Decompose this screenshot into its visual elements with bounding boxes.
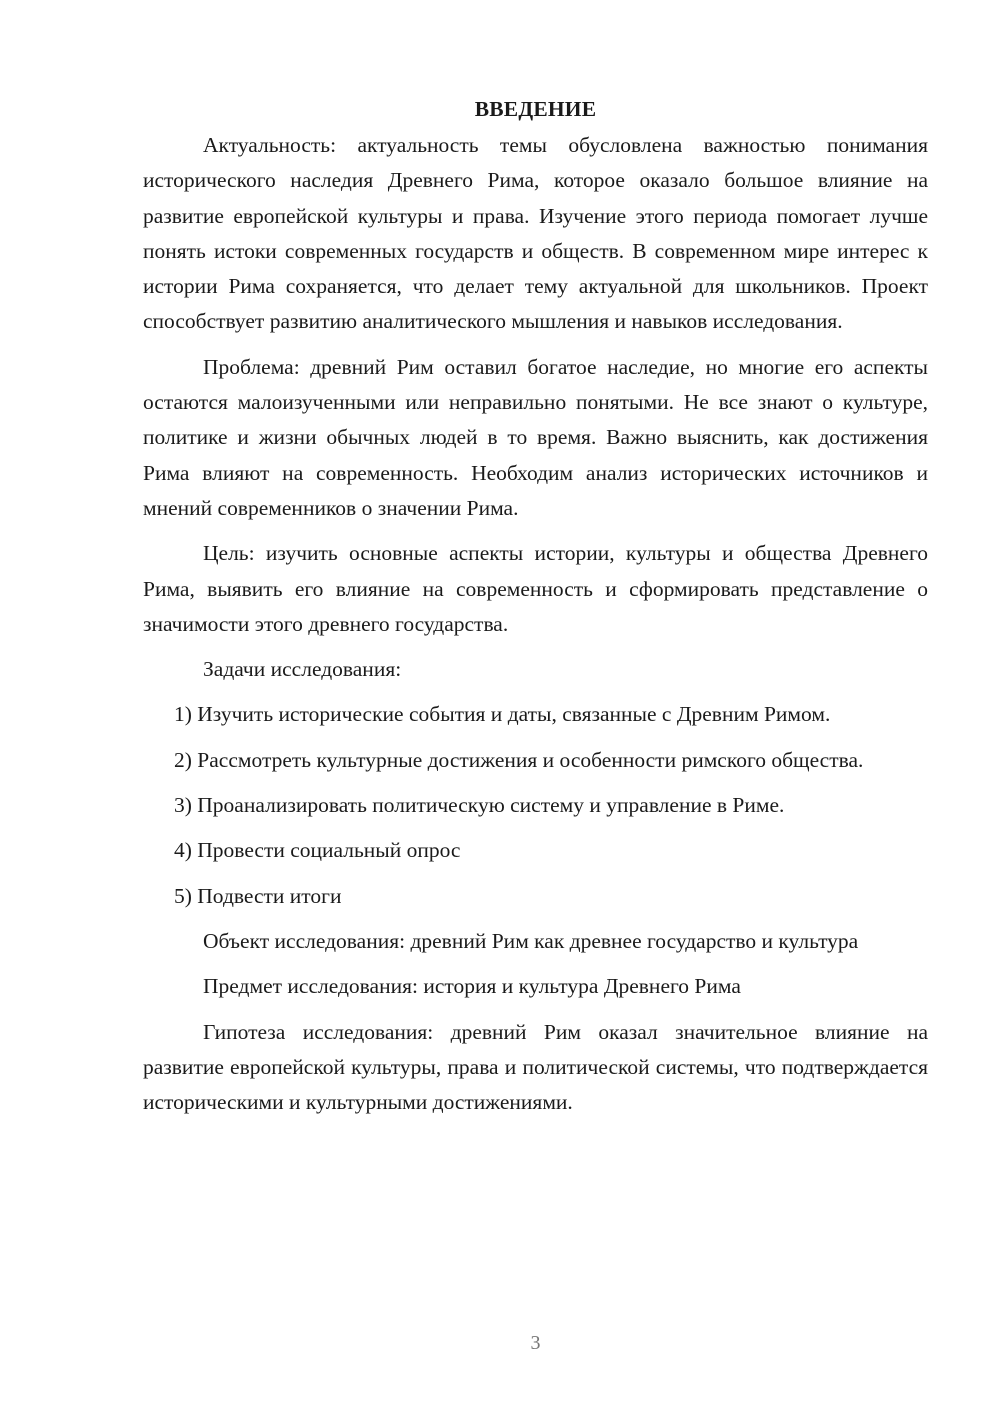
task-item-5: 5) Подвести итоги	[174, 883, 342, 908]
problem-paragraph: Проблема: древний Рим оставил богатое наследие, но многие его аспекты остаются малоизученными или неправильно понятыми. Не все знают о культуре, политике и жизни обычных людей в то время. Важно выяснить, как достижения Рима влияют на современность. Необходим анализ исторических источников и мнений современников о значении Рима.	[143, 354, 928, 520]
page-number: 3	[530, 1332, 541, 1354]
subject-paragraph: Предмет исследования: история и культура Древнего Рима	[203, 974, 741, 999]
section-title: ВВЕДЕНИЕ	[474, 97, 597, 121]
goal-paragraph: Цель: изучить основные аспекты истории, культуры и общества Древнего Рима, выявить его влияние на современность и сформировать представление о значимости этого древнего государства.	[143, 541, 928, 636]
tasks-heading: Задачи исследования:	[203, 657, 402, 682]
object-paragraph: Объект исследования: древний Рим как древнее государство и культура	[203, 928, 859, 953]
task-item-3: 3) Проанализировать политическую систему и управление в Риме.	[174, 793, 785, 818]
document-page	[143, 92, 928, 1130]
hypothesis-paragraph: Гипотеза исследования: древний Рим оказал значительное влияние на развитие европейской культуры, права и политической системы, что подтверждается историческими и культурными достижениями.	[143, 1019, 928, 1115]
task-item-2: 2) Рассмотреть культурные достижения и особенности римского общества.	[174, 747, 864, 772]
relevance-paragraph: Актуальность: актуальность темы обусловлена важностью понимания исторического наследия Древнего Рима, которое оказало большое влияние на развитие европейской культуры и права. Изучение этого периода помогает лучше понять истоки современных государств и обществ. В современном мире интерес к истории Рима сохраняется, что делает тему актуальной для школьников. Проект способствует развитию аналитического мышления и навыков исследования.	[143, 133, 928, 334]
task-item-1: 1) Изучить исторические события и даты, связанные с Древним Римом.	[174, 702, 831, 727]
task-item-4: 4) Провести социальный опрос	[174, 838, 461, 863]
